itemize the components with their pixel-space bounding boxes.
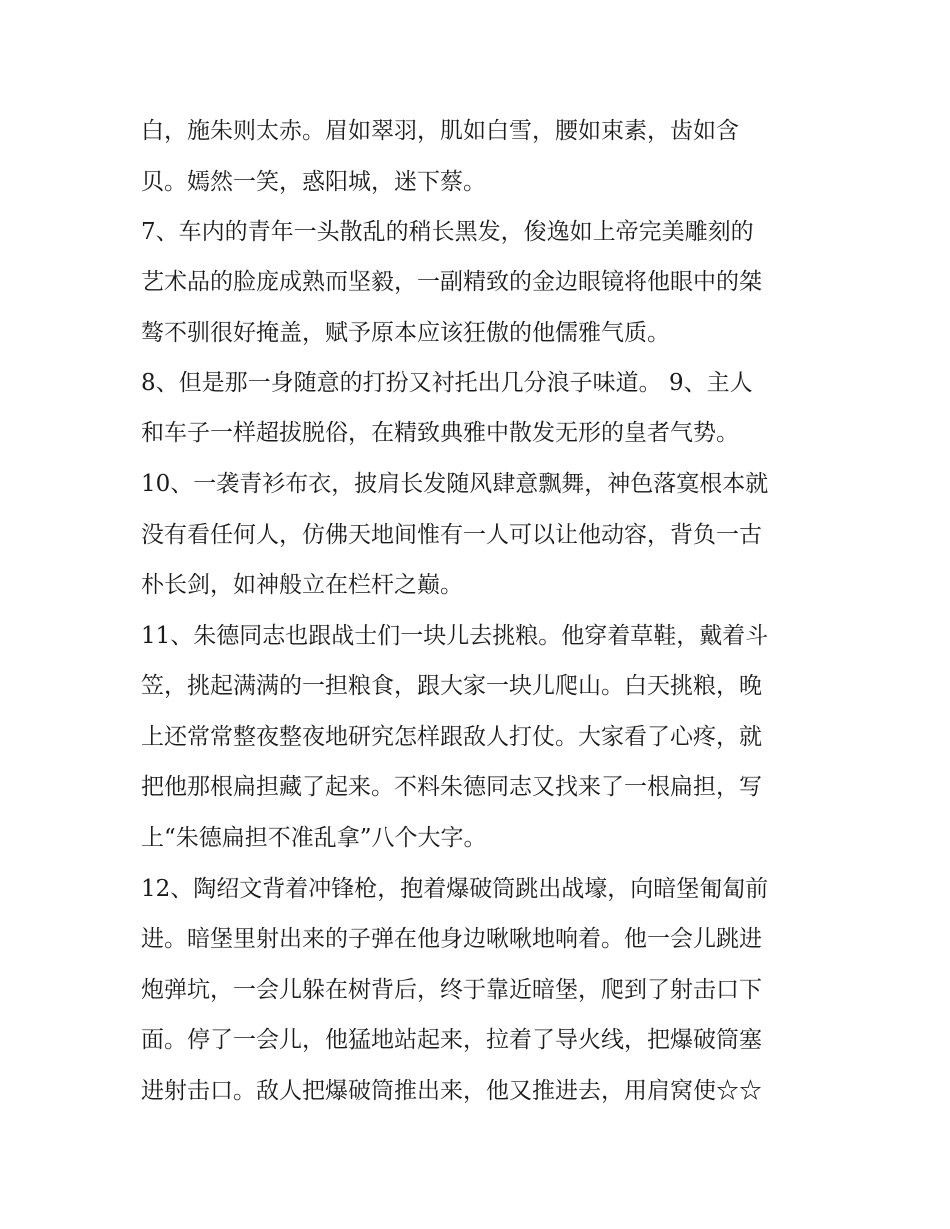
paragraph-12-line: 12、陶绍文背着冲锋枪，抱着爆破筒跳出战壕，向暗堡匍匐前 [141, 876, 769, 902]
text-line: 面。停了一会儿，他猛地站起来，拉着了导火线，把爆破筒塞 [141, 1027, 762, 1053]
text-line: 艺术品的脸庞成熟而坚毅，一副精致的金边眼镜将他眼中的桀 [141, 269, 762, 295]
paragraph-8-line: 8、但是那一身随意的打扮又衬托出几分浪子味道。 9、主人 [141, 370, 753, 396]
text-line: 骜不驯很好掩盖，赋予原本应该狂傲的他儒雅气质。 [141, 320, 670, 346]
text-line: 白，施朱则太赤。眉如翠羽，肌如白雪，腰如束素，齿如含 [141, 118, 739, 144]
text-line: 没有看任何人，仿佛天地间惟有一人可以让他动容，背负一古 [141, 522, 762, 548]
paragraph-11-line: 11、朱德同志也跟战士们一块儿去挑粮。他穿着草鞋，戴着斗 [141, 623, 769, 649]
text-line: 上还常常整夜整夜地研究怎样跟敌人打仗。大家看了心疼，就 [141, 724, 762, 750]
text-line: 上“朱德扁担不准乱拿”八个大字。 [141, 825, 487, 851]
paragraph-10-line: 10、一袭青衫布衣，披肩长发随风肆意飘舞，神色落寞根本就 [141, 471, 769, 497]
text-line: 朴长剑，如神般立在栏杆之巅。 [141, 572, 463, 598]
paragraph-7-line: 7、车内的青年一头散乱的稍长黑发，俊逸如上帝完美雕刻的 [141, 219, 754, 245]
text-line: 贝。嫣然一笑，惑阳城，迷下蔡。 [141, 169, 486, 195]
text-line: 炮弹坑，一会儿躲在树背后，终于靠近暗堡，爬到了射击口下 [141, 977, 762, 1003]
text-line: 笠，挑起满满的一担粮食，跟大家一块儿爬山。白天挑粮，晚 [141, 673, 762, 699]
text-line: 进射击口。敌人把爆破筒推出来，他又推进去，用肩窝使☆☆ [141, 1078, 762, 1104]
text-line: 和车子一样超拔脱俗，在精致典雅中散发无形的皇者气势。 [141, 420, 739, 446]
text-line: 进。暗堡里射出来的子弹在他身边啾啾地响着。他一会儿跳进 [141, 926, 762, 952]
text-line: 把他那根扁担藏了起来。不料朱德同志又找来了一根扁担，写 [141, 774, 762, 800]
